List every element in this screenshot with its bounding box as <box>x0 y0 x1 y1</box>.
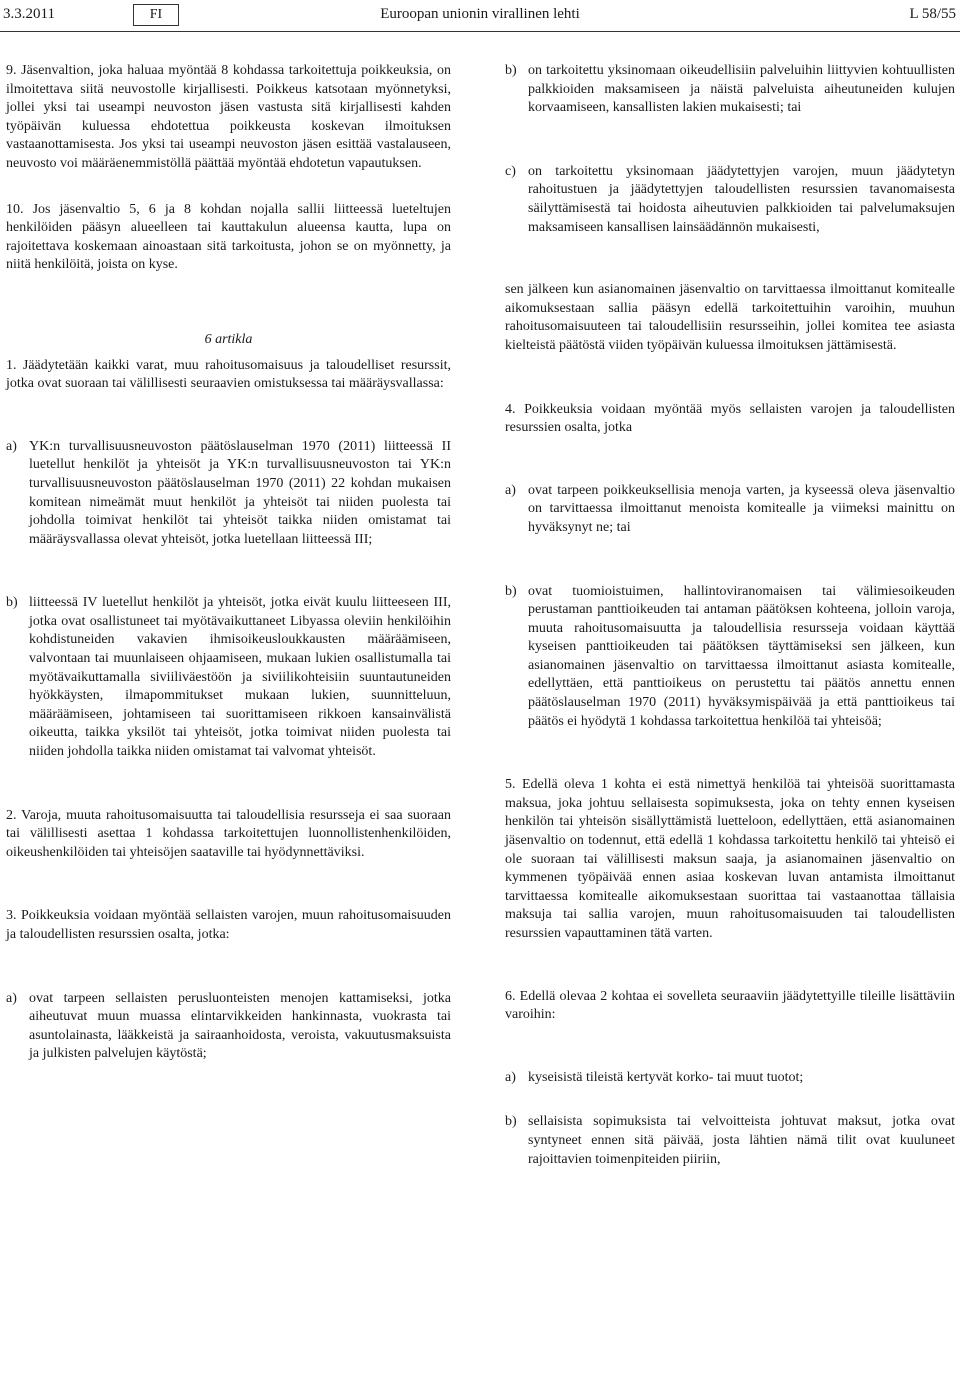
list-item-3c <box>505 163 955 237</box>
item-text: kyseisistä tileistä kertyvät korko- tai muut tuotot; <box>528 1069 804 1085</box>
paragraph-4: 4. Poikkeuksia voidaan myöntää myös sellaisten varojen ja taloudellisten resurssien osalta, jotka <box>505 401 955 436</box>
left-column <box>6 62 451 1064</box>
item-label: b) <box>505 583 517 599</box>
item-label: b) <box>505 63 517 78</box>
right-column <box>505 62 955 1169</box>
list-item-1b <box>6 594 451 761</box>
paragraph-after-items: sen jälkeen kun asianomainen jäsenvaltio on tarvittaessa ilmoittanut komitealle aikomuksestaan sallia pääsyn edellä tarkoitettuihin varoihin, muuhun rahoitusomaisuuteen tai taloudellisiin resursseihin, jollei komitea tee asiasta kielteistä päätöstä viiden työpäivän kuluessa ilmoituksen jättämisestä. <box>505 282 955 353</box>
item-text: sellaisista sopimuksista tai velvoitteista johtuvat maksut, jotka ovat syntyneet ennen sitä päivää, josta lähtien nämä tilit ovat kuuluneet rajoittavien toimenpiteiden piiriin, <box>528 1114 955 1167</box>
item-label: a) <box>505 482 516 498</box>
list-item-6b <box>505 1113 955 1169</box>
list-item-1a <box>6 438 451 550</box>
item-text: ovat tarpeen sellaisten perusluonteisten menojen kattamiseksi, jotka aiheutuvat muun muassa elintarvikkeiden hankinnasta, vuokrasta tai asuntolainasta, lääkkeistä ja sairaanhoidosta, veroista, vakuutusmaksuista ja julkisten palvelujen käytöstä; <box>29 990 451 1062</box>
item-text: on tarkoitettu yksinomaan oikeudellisiin palveluihin liittyvien kohtuullisten palkkioiden maksamiseen ja näistä palveluista aiheutuneiden kulujen korvaamiseen, kansallisten lakien mukaisesti; tai <box>528 63 955 116</box>
paragraph-5: 5. Edellä oleva 1 kohta ei estä nimettyä henkilöä tai yhteisöä suorittamasta maksua, joka johtuu sellaisesta sopimuksesta, joka on tehty ennen kyseisen henkilön tai yhteisön sisällyttämistä luetteloon, edellyttäen, että asianomainen jäsenvaltio on todennut, että edellä 1 kohdassa tarkoitettu henkilö tai yhteisö ei ole suoraan tai välillisesti maksun saaja, ja asianomainen jäsenvaltio on kymmenen työpäivää ennen asiaa koskevan luvan antamista ilmoittanut tarvittaessa komitealle aikomuksestaan suorittaa tai vastaanottaa tällaisia maksuja tai sallia varojen, muun rahoitusomaisuuden tai taloudellisten resurssien vapauttaminen tätä varten. <box>505 777 955 941</box>
list-item-3a <box>6 990 451 1064</box>
item-label: b) <box>6 595 18 611</box>
item-text: liitteessä IV luetellut henkilöt ja yhteisöt, jotka eivät kuulu liitteeseen III, jotka ovat osallistuneet tai myötävaikuttaneet Libyassa oleviin henkilöihin kohdistuneiden vakavien ihmisoikeusloukkausten määräämiseen, valvontaan tai muunlaiseen ohjaamiseen, mukaan lukien osallistumalla tai myötävaikuttamalla siviiliväestöön ja siviilikohteisiin suuntautuneiden hyökkäysten, ilmapommitukset mukaan lukien, suunnitteluun, määräämiseen, johtamiseen tai suorittamiseen rikkoen kansainvälistä oikeutta, taikka yksilöt tai yhteisöt, jotka toimivat niiden puolesta tai niiden johdolla taikka niiden omistamat tai valvomat yhteisöt. <box>29 595 451 760</box>
item-label: a) <box>505 1069 516 1085</box>
list-item-3b <box>505 62 955 118</box>
paragraph-2: 2. Varoja, muuta rahoitusomaisuutta tai taloudellisia resursseja ei saa suoraan tai välillisesti asettaa 1 kohdassa tarkoitettujen luonnollistenhenkilöiden, oikeushenkilöiden tai yhteisöjen saataville tai hyödynnettäviksi. <box>6 807 451 860</box>
list-item-4b <box>505 583 955 732</box>
paragraph-10: 10. Jos jäsenvaltio 5, 6 ja 8 kohdan nojalla sallii liitteessä lueteltujen henkilöiden pääsyn alueelleen tai kauttakulun alueensa kautta, lupa on rajoitettava koskemaan ainoastaan sitä tarkoitusta, johon se on myönnetty, ja niitä henkilöitä, joista on kyse. <box>6 201 451 273</box>
item-text: ovat tarpeen poikkeuksellisia menoja varten, ja kyseessä oleva jäsenvaltio on tarvittaessa ilmoittanut menoista komitealle ja viimeksi mainittu on hyväksynyt ne; tai <box>528 482 955 535</box>
item-text: on tarkoitettu yksinomaan jäädytettyjen varojen, muun jäädytetyn rahoitustuen ja jäädytettyjen taloudellisten resurssien tavanomaisesta säilyttämisestä tai hoidosta aiheutuvien palkkioiden tai palvelumaksujen maksamiseen kansallisen lainsäädännön mukaisesti, <box>528 163 955 235</box>
item-label: a) <box>6 990 17 1006</box>
item-label: c) <box>505 163 516 179</box>
paragraph-9: 9. Jäsenvaltion, joka haluaa myöntää 8 kohdassa tarkoitettuja poikkeuksia, on ilmoitettava siitä neuvostolle kirjallisesti. Poikkeus katsotaan myönnetyksi, jollei yksi tai useampi neuvoston jäsen vastusta sitä kirjallisesti kahden työpäivän kuluessa ehdotettua poikkeusta koskevan ilmoituksen vastaanottamisesta. Jos yksi tai useampi neuvoston jäsen esittää vastalauseen, neuvosto voi määräenemmistöllä päättää myöntää ehdotetun vapautuksen. <box>6 63 451 171</box>
page-reference: L 58/55 <box>909 6 956 22</box>
paragraph-3: 3. Poikkeuksia voidaan myöntää sellaisten varojen, muun rahoitusomaisuuden ja taloudellisten resurssien osalta, jotka: <box>6 908 451 942</box>
language-code: FI <box>133 4 179 26</box>
page-header <box>0 4 960 28</box>
header-date: 3.3.2011 <box>3 6 55 22</box>
list-item-6a <box>505 1069 955 1088</box>
journal-title: Euroopan unionin virallinen lehti <box>380 6 580 22</box>
paragraph-1: 1. Jäädytetään kaikki varat, muu rahoitusomaisuus ja taloudelliset resurssit, jotka ovat suoraan tai välillisesti seuraavien omistuksessa tai määräysvallassa: <box>6 357 451 392</box>
list-item-4a <box>505 482 955 538</box>
item-text: ovat tuomioistuimen, hallintoviranomaisen tai välimiesoikeuden perustaman panttioikeuden tai antaman päätöksen kohteena, jolloin varoja, muuta rahoitusomaisuutta ja taloudellisia resursseja voidaan käyttää kyseisen panttioikeuden tai päätöksen täyttämiseksi sen jälkeen, kun asianomainen jäsenvaltio on tarvittaessa ilmoittanut asiasta komitealle, edellyttäen, että panttioikeus on perustettu tai päätös annettu ennen päätöslauselman 1970 (2011) hyväksymispäivää ja että panttioikeus tai päätös ei hyödytä 1 kohdassa tarkoitettua henkilöä tai yhteisöä; <box>528 583 955 729</box>
header-rule <box>0 31 960 32</box>
article-heading: 6 artikla <box>204 331 253 347</box>
paragraph-6: 6. Edellä olevaa 2 kohtaa ei sovelleta seuraaviin jäädytettyille tileille lisättäviin varoihin: <box>505 988 955 1023</box>
item-label: a) <box>6 438 17 454</box>
item-label: b) <box>505 1114 517 1130</box>
item-text: YK:n turvallisuusneuvoston päätöslauselman 1970 (2011) liitteessä II luetellut henkilöt ja yhteisöt ja YK:n turvallisuusneuvoston tai YK:n turvallisuusneuvoston päätöslauselman 1970 (2011) 22 kohdan mukaisen komitean nimeämät muut henkilöt ja yhteisöt tai niiden puolesta tai johdolla toimivat henkilöt tai yhteisöt taikka niiden omistamat tai määräysvallassa olevat yhteisöt, jotka luetellaan liitteessä III; <box>29 438 451 547</box>
